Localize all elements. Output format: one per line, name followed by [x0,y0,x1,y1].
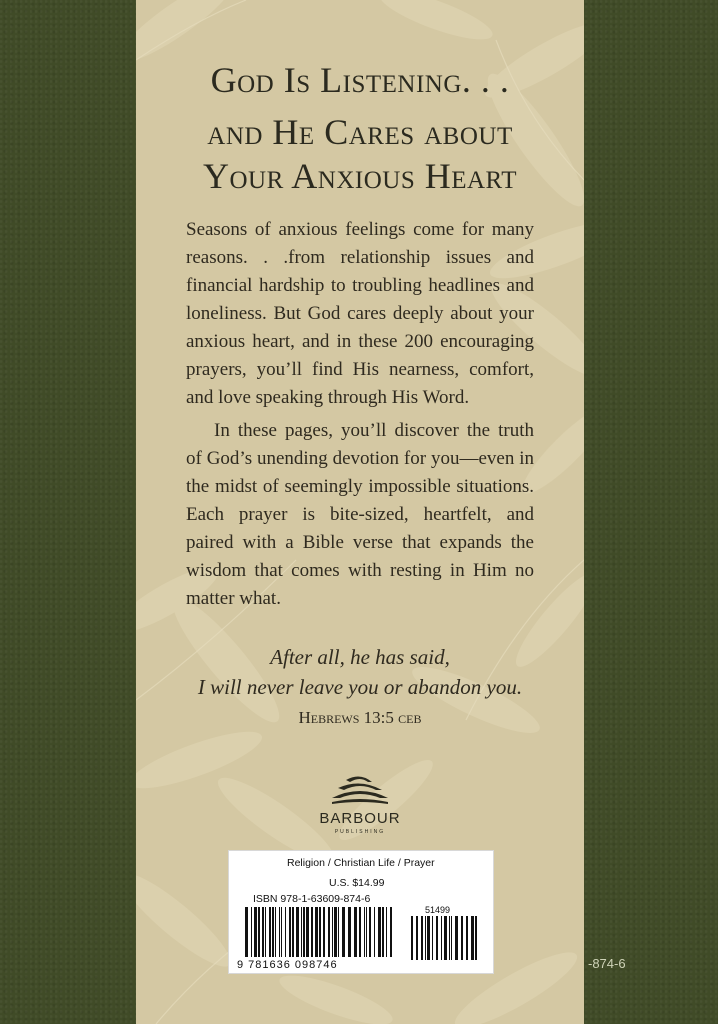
isbn-edge-fragment: -874-6 [588,956,626,971]
quote-line-2: I will never leave you or abandon you. [197,675,523,699]
barbour-logo-icon [310,770,410,810]
quote-line-1: After all, he has said, [270,645,450,669]
publisher-subtitle: PUBLISHING [334,829,386,835]
description-paragraph-1: Seasons of anxious feelings come for many reasons. . .from relationship issues and financial hardship to troubling headlines and loneliness. But God cares deeply about your anxious heart, and in these 200 encouraging prayers, you’ll find His nearness, comfort, and love speaking through His Word. [186,219,534,408]
price-code: 51499 [425,905,451,915]
headline-line-2: and He Cares about [207,112,513,152]
headline-line-3: Your Anxious Heart [202,156,517,196]
isbn-text: ISBN 978-1-63609-874-6 [253,893,371,905]
barcode-digits: 9 781636 098746 [237,959,338,971]
barcode-bars [245,907,395,965]
scripture-reference: Hebrews 13:5 ceb [298,708,422,727]
price: U.S. $14.99 [329,877,385,889]
description-paragraph-2: In these pages, you’ll discover the truth of God’s unending devotion for you—even in the midst of seemingly impossible situations. Each prayer is bite-sized, heartfelt, and paired with a Bible verse that expands the wisdom that comes with resting in Him no matter what. [186,420,534,609]
headline-line-1: God Is Listening. . . [210,60,510,100]
bisac-category: Religion / Christian Life / Prayer [287,857,435,869]
description [186,216,534,613]
publisher-name: BARBOUR [319,810,401,827]
barcode-label [228,850,494,974]
price-barcode-bars [411,916,481,966]
